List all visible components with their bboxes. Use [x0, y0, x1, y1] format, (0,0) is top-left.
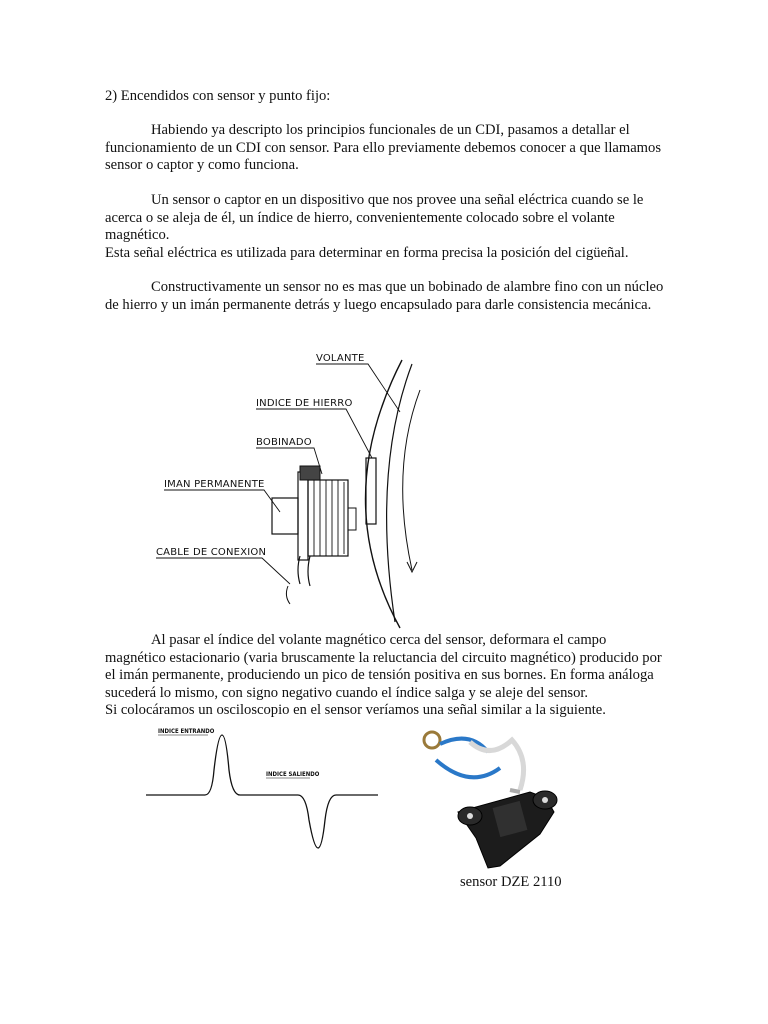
- paragraph-text: Un sensor o captor en un dispositivo que nos provee una señal eléctrica cuando se le acerca o se aleja de él, un índice de hierro, convenientemente colocado sobre el volante magnético.: [105, 192, 644, 244]
- paragraph-sensor-definition: [105, 192, 665, 262]
- coil-windings: [314, 480, 344, 556]
- connection-cable: [308, 556, 310, 586]
- mounting-tab: [533, 791, 557, 809]
- sensor-flange: [298, 472, 308, 560]
- sensor-body: [458, 792, 554, 868]
- ring-terminal-icon: [424, 732, 440, 748]
- paragraph-text: Constructivamente un sensor no es mas que un bobinado de alambre fino con un núcleo de hierro y un imán permanente detrás y luego encapsulado para darle consistencia mecánica.: [105, 279, 664, 313]
- leader-indice: [256, 409, 372, 458]
- paragraph-text: Habiendo ya descripto los principios funcionales de un CDI, pasamos a detallar el funcionamiento de un CDI con sensor. Para ello previamente debemos conocer a que llamamos sensor o captor y como funciona.: [105, 122, 662, 174]
- label-bobinado: BOBINADO: [256, 437, 312, 448]
- white-wire: [510, 790, 520, 792]
- sensor-photo: [424, 732, 557, 868]
- white-wire: [470, 740, 524, 790]
- mounting-tab: [458, 807, 482, 825]
- blue-wire: [436, 760, 500, 777]
- paragraph-text: Si colocáramos un osciloscopio en el sensor veríamos una señal similar a la siguiente.: [105, 702, 606, 719]
- connection-cable: [298, 556, 300, 584]
- rotation-arrow-line: [403, 390, 420, 570]
- leader-bobinado: [256, 448, 322, 474]
- photo-caption: sensor DZE 2110: [460, 874, 562, 890]
- flywheel-inner-arc: [387, 364, 412, 622]
- paragraph-construction: [105, 279, 665, 314]
- leader-volante: [316, 364, 400, 412]
- connection-cable: [286, 586, 290, 604]
- paragraph-intro: [105, 122, 665, 175]
- label-indice-entrando: INDICE ENTRANDO: [158, 728, 215, 735]
- iron-index: [366, 458, 376, 524]
- sensor-face: [493, 801, 528, 837]
- section-heading: 2) Encendidos con sensor y punto fijo:: [105, 88, 331, 104]
- permanent-magnet: [272, 498, 298, 534]
- label-volante: VOLANTE: [316, 353, 365, 364]
- mounting-hole: [467, 813, 473, 819]
- paragraph-text: Al pasar el índice del volante magnético cerca del sensor, deformara el campo magnético estacionario (varia bruscamente la reluctancia del circuito magnético) producido por el imán permanente, produciendo un pico de tensión positiva en sus bornes. En forma análoga sucederá lo mismo, con signo negativo cuando el índice salga y se aleje del sensor.: [105, 632, 662, 701]
- sensor-core-tip: [348, 508, 356, 530]
- label-cable-conexion: CABLE DE CONEXION: [156, 547, 267, 558]
- leader-iman: [164, 490, 280, 512]
- leader-cable: [156, 558, 290, 584]
- label-indice-hierro: INDICE DE HIERRO: [256, 398, 353, 409]
- label-iman-permanente: IMAN PERMANENTE: [164, 479, 265, 490]
- flywheel-outer-arc: [365, 360, 402, 628]
- mounting-hole: [542, 797, 548, 803]
- paragraph-operation: [105, 632, 665, 720]
- label-indice-saliendo: INDICE SALIENDO: [266, 771, 320, 778]
- coil-terminal: [300, 466, 320, 480]
- paragraph-text: Esta señal eléctrica es utilizada para determinar en forma precisa la posición del cigüeñal.: [105, 244, 629, 261]
- blue-wire: [440, 739, 488, 752]
- sensor-coil-housing: [308, 480, 348, 556]
- rotation-arrow-head-icon: [407, 562, 417, 572]
- waveform-signal: [146, 735, 378, 848]
